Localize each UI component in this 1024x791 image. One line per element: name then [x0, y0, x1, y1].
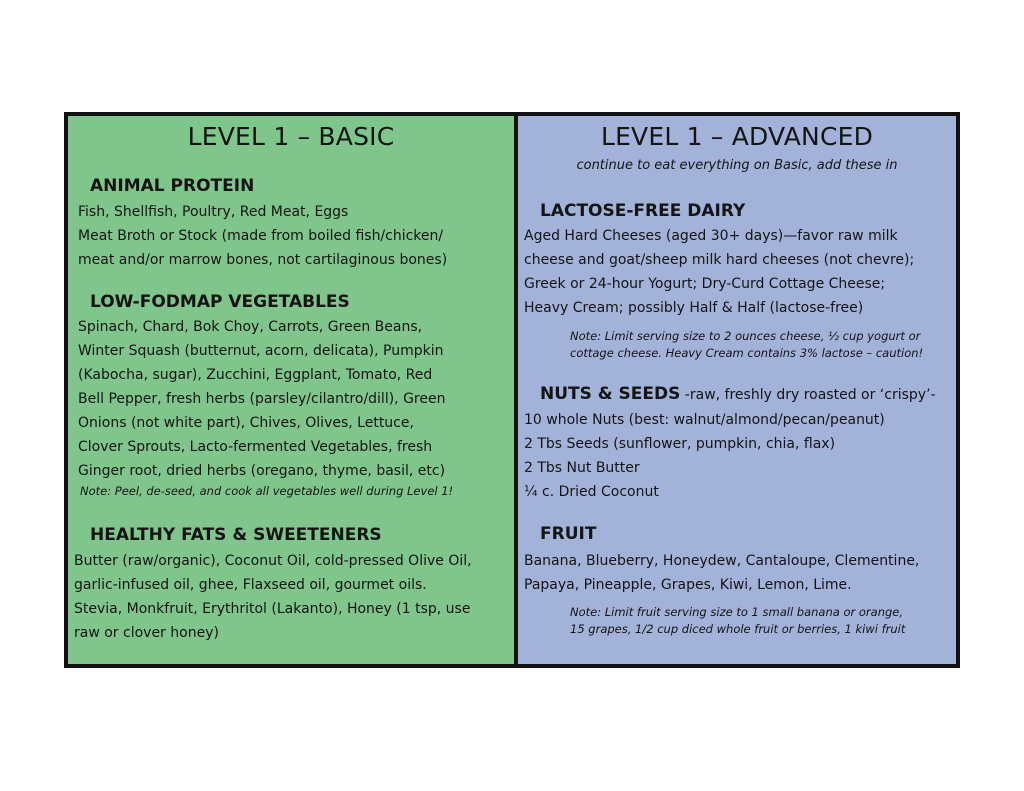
fruit-list	[524, 549, 919, 597]
list-item: 2 Tbs Seeds (sunflower, pumpkin, chia, flax)	[524, 436, 836, 452]
note-line: Note: Limit fruit serving size to 1 small banana or orange,	[570, 605, 904, 619]
nuts-seeds-title: NUTS & SEEDS	[540, 384, 681, 404]
note-line: cottage cheese. Heavy Cream contains 3% lactose – caution!	[570, 346, 924, 360]
list-item: Butter (raw/organic), Coconut Oil, cold-pressed Olive Oil,	[74, 553, 472, 569]
list-item: meat and/or marrow bones, not cartilaginous bones)	[78, 252, 448, 268]
list-item: cheese and goat/sheep milk hard cheeses (not chevre);	[524, 252, 915, 268]
nuts-seeds-heading	[540, 384, 936, 404]
list-item: Ginger root, dried herbs (oregano, thyme, basil, etc)	[78, 463, 446, 479]
list-item: Clover Sprouts, Lacto-fermented Vegetables, fresh	[78, 439, 433, 455]
list-item: Winter Squash (butternut, acorn, delicata), Pumpkin	[78, 343, 444, 359]
list-item: garlic-infused oil, ghee, Flaxseed oil, gourmet oils.	[74, 577, 427, 593]
list-item: 10 whole Nuts (best: walnut/almond/pecan/peanut)	[524, 412, 885, 428]
list-item: raw or clover honey)	[74, 625, 219, 641]
nuts-seeds-list	[524, 408, 885, 504]
list-item: Aged Hard Cheeses (aged 30+ days)—favor raw milk	[524, 228, 898, 244]
nuts-seeds-heading-note: -raw, freshly dry roasted or ‘crispy’-	[680, 387, 936, 403]
fats-sweeteners-heading: HEALTHY FATS & SWEETENERS	[90, 525, 382, 545]
note-line: Note: Peel, de-seed, and cook all vegetables well during Level 1!	[80, 484, 454, 498]
fats-sweeteners-list	[74, 549, 472, 645]
list-item: Stevia, Monkfruit, Erythritol (Lakanto), Honey (1 tsp, use	[74, 601, 471, 617]
list-item: Greek or 24-hour Yogurt; Dry-Curd Cottage Cheese;	[524, 276, 886, 292]
advanced-panel	[514, 116, 956, 664]
dairy-note	[570, 328, 923, 362]
vegetables-heading: LOW-FODMAP VEGETABLES	[90, 292, 350, 312]
list-item: Papaya, Pineapple, Grapes, Kiwi, Lemon, Lime.	[524, 577, 852, 593]
vegetables-note	[80, 483, 453, 500]
list-item: 2 Tbs Nut Butter	[524, 460, 640, 476]
list-item: (Kabocha, sugar), Zucchini, Eggplant, Tomato, Red	[78, 367, 433, 383]
list-item: Spinach, Chard, Bok Choy, Carrots, Green Beans,	[78, 319, 423, 335]
vegetables-list	[78, 315, 445, 483]
advanced-title: LEVEL 1 – ADVANCED	[600, 122, 874, 151]
advanced-subtitle: continue to eat everything on Basic, add these in	[576, 158, 898, 173]
note-line: Note: Limit serving size to 2 ounces cheese, ½ cup yogurt or	[570, 329, 921, 343]
list-item: Bell Pepper, fresh herbs (parsley/cilantro/dill), Green	[78, 391, 446, 407]
basic-panel	[68, 116, 514, 664]
list-item: Heavy Cream; possibly Half & Half (lactose-free)	[524, 300, 864, 316]
list-item: Banana, Blueberry, Honeydew, Cantaloupe, Clementine,	[524, 553, 920, 569]
note-line: 15 grapes, 1/2 cup diced whole fruit or berries, 1 kiwi fruit	[570, 622, 906, 636]
fruit-heading: FRUIT	[540, 524, 597, 544]
list-item: Onions (not white part), Chives, Olives, Lettuce,	[78, 415, 414, 431]
list-item: Meat Broth or Stock (made from boiled fish/chicken/	[78, 228, 444, 244]
animal-protein-list	[78, 200, 447, 272]
lactose-free-dairy-heading: LACTOSE-FREE DAIRY	[540, 201, 746, 221]
list-item: Fish, Shellfish, Poultry, Red Meat, Eggs	[78, 204, 349, 220]
basic-title: LEVEL 1 – BASIC	[187, 122, 395, 151]
list-item: ¼ c. Dried Coconut	[524, 484, 659, 500]
fruit-note	[570, 604, 905, 638]
animal-protein-heading: ANIMAL PROTEIN	[90, 176, 255, 196]
dairy-list	[524, 224, 914, 320]
level-1-food-chart	[64, 112, 960, 668]
